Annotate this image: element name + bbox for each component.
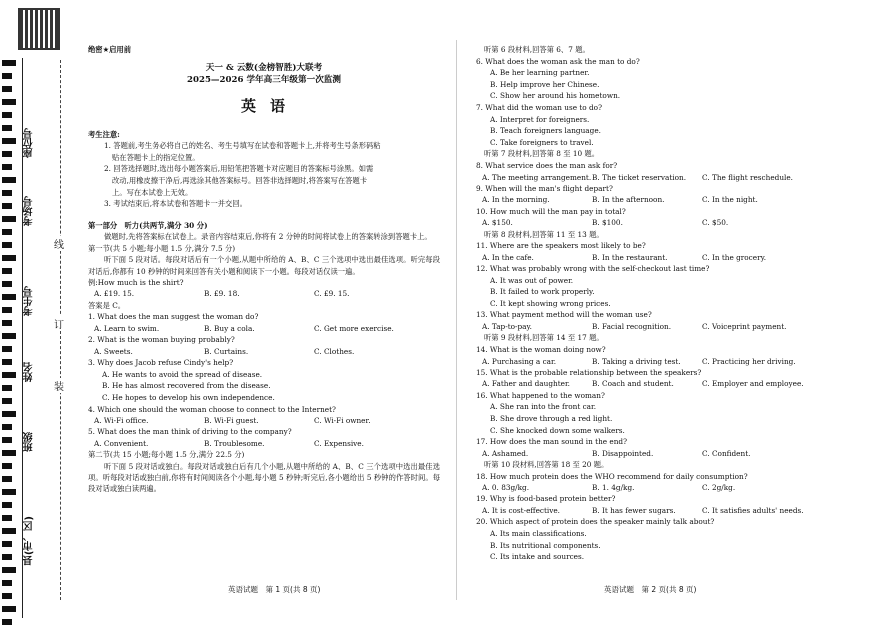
options-row xyxy=(88,415,440,426)
binding-stripe xyxy=(2,307,12,313)
example-options xyxy=(88,288,440,299)
binding-stripe xyxy=(2,73,12,79)
sec2-desc: 听下面 5 段对话或独白。每段对话或独白后有几个小题,从题中所给的 A、B、C 三个选项中选出最佳选项。听每段对话或独白前,你将有时间阅读各个小题,每小题 5 秒钟;听完后,各小题给出 5 秒钟的作答时间。每段对话或独白读两遍。 xyxy=(88,461,440,494)
part1-title: 第一部分 听力(共两节,满分 30 分) xyxy=(88,220,208,230)
question: 5. What does the man think of driving to the company? xyxy=(88,427,292,437)
option: B. 1. 4g/kg. xyxy=(592,483,635,493)
option: C. In the grocery. xyxy=(702,252,767,262)
option: B. In the restaurant. xyxy=(592,252,668,262)
option: A. Interpret for foreigners. xyxy=(490,114,590,124)
option: A. It was out of power. xyxy=(490,275,574,285)
label-student-no: 考生号 xyxy=(24,286,35,316)
binding-stripe xyxy=(2,450,16,456)
option: A. Its main classifications. xyxy=(490,528,587,538)
question: 3. Why does Jacob refuse Cindy's help? xyxy=(88,358,234,368)
binding-stripe xyxy=(2,502,12,508)
option: C. Voiceprint payment. xyxy=(702,322,787,332)
option: C. Employer and employee. xyxy=(702,379,804,389)
subject-title: 英语 xyxy=(240,97,299,116)
binding-stripe xyxy=(2,385,12,391)
label-room: 考场号 xyxy=(24,196,35,226)
option: B. £9. 18. xyxy=(204,289,240,299)
footer-page-2: 英语试题 第 2 页(共 8 页) xyxy=(604,585,697,594)
option: C. In the night. xyxy=(702,195,758,205)
option: C. $50. xyxy=(702,218,729,228)
options-row xyxy=(476,252,844,263)
question: 2. What is the woman buying probably? xyxy=(88,335,235,345)
option: B. Help improve her Chinese. xyxy=(490,79,600,89)
page-2 xyxy=(476,44,844,563)
question: 12. What was probably wrong with the self-checkout last time? xyxy=(476,264,710,274)
option: B. Its nutritional components. xyxy=(490,540,601,550)
binding-stripe xyxy=(2,372,16,378)
binding-stripe xyxy=(2,151,12,157)
question: 7. What did the woman use to do? xyxy=(476,102,602,112)
option: B. It has fewer sugars. xyxy=(592,506,676,516)
binding-stripe xyxy=(2,476,12,482)
binding-stripe xyxy=(2,216,16,222)
binding-stripe xyxy=(2,125,12,131)
binding-stripe xyxy=(2,164,12,170)
options-row xyxy=(476,448,844,459)
question: 15. What is the probable relationship between the speakers? xyxy=(476,367,702,377)
question: 20. Which aspect of protein does the speaker mainly talk about? xyxy=(476,517,715,527)
options-row xyxy=(476,505,844,516)
question: 17. How does the man sound in the end? xyxy=(476,437,628,447)
option: A. The meeting arrangement. xyxy=(482,172,592,182)
bind-char-zhuang: 装 xyxy=(54,378,64,393)
options-row xyxy=(88,346,440,357)
options-row xyxy=(476,482,844,493)
notice-line: 3. 考试结束后,将本试卷和答题卡一并交回。 xyxy=(104,199,247,209)
binding-stripe xyxy=(2,567,16,573)
binding-stripe xyxy=(2,593,12,599)
example-question: 例:How much is the shirt? xyxy=(88,277,184,287)
options-row xyxy=(476,194,844,205)
option: B. Wi-Fi guest. xyxy=(204,416,259,426)
option: A. Be her learning partner. xyxy=(490,68,590,78)
bind-char-ding: 订 xyxy=(54,316,64,331)
option: B. Disappointed. xyxy=(592,448,654,458)
binding-stripe xyxy=(2,86,12,92)
binding-stripe xyxy=(2,554,12,560)
option: C. Its intake and sources. xyxy=(490,552,585,562)
option: C. Clothes. xyxy=(314,346,355,356)
question: 4. Which one should the woman choose to connect to the Internet? xyxy=(88,404,336,414)
option: B. In the afternoon. xyxy=(592,195,665,205)
option: A. Convenient. xyxy=(94,438,149,448)
binding-stripe xyxy=(2,99,16,105)
option: B. Teach foreigners language. xyxy=(490,126,601,136)
listening-instruction: 听第 10 段材料,回答第 18 至 20 题。 xyxy=(484,460,609,469)
question: 16. What happened to the woman? xyxy=(476,390,605,400)
option: B. Troublesome. xyxy=(204,438,265,448)
option: A. Sweets. xyxy=(94,346,133,356)
option: C. Confident. xyxy=(702,448,751,458)
binding-stripe xyxy=(2,580,12,586)
option: C. Take foreigners to travel. xyxy=(490,137,594,147)
binding-stripe xyxy=(2,359,12,365)
option: A. It is cost-effective. xyxy=(482,506,560,516)
binding-stripe xyxy=(2,112,12,118)
option: C. Get more exercise. xyxy=(314,323,394,333)
option: B. It failed to work properly. xyxy=(490,287,595,297)
option: A. She ran into the front car. xyxy=(490,402,597,412)
binding-stripe xyxy=(2,515,12,521)
question: 9. When will the man's flight depart? xyxy=(476,183,613,193)
binding-stripe xyxy=(2,437,12,443)
question: 8. What service does the man ask for? xyxy=(476,160,618,170)
options-row xyxy=(88,323,440,334)
option: C. £9. 15. xyxy=(314,289,350,299)
option: A. In the cafe. xyxy=(482,252,534,262)
option: C. The flight reschedule. xyxy=(702,172,793,182)
options-row xyxy=(476,321,844,332)
notice-list xyxy=(88,140,440,210)
binding-stripe xyxy=(2,190,12,196)
binding-stripe xyxy=(2,242,12,248)
binding-stripe xyxy=(2,268,12,274)
question: 18. How much protein does the WHO recommend for daily consumption? xyxy=(476,471,748,481)
option: A. Tap-to-pay. xyxy=(482,322,532,332)
question: 1. What does the man suggest the woman do? xyxy=(88,312,259,322)
question: 6. What does the woman ask the man to do? xyxy=(476,56,640,66)
option: B. Buy a cola. xyxy=(204,323,255,333)
binding-stripe xyxy=(2,424,12,430)
option: C. Show her around his hometown. xyxy=(490,91,621,101)
label-name: 姓名 xyxy=(24,362,35,382)
listening-instruction: 听第 9 段材料,回答第 14 至 17 题。 xyxy=(484,333,604,343)
part1-desc: 做题时,先将答案标在试卷上。录音内容结束后,你将有 2 分钟的时间将试卷上的答案转涂到答题卡上。 xyxy=(104,232,432,242)
option: C. Practicing her driving. xyxy=(702,356,796,366)
binding-stripe xyxy=(2,463,12,469)
binding-stripe xyxy=(2,177,16,183)
option: A. He wants to avoid the spread of disease. xyxy=(102,369,263,379)
options-row xyxy=(476,356,844,367)
option: A. Ashamed. xyxy=(482,448,529,458)
option: C. Wi-Fi owner. xyxy=(314,416,371,426)
option: B. $100. xyxy=(592,218,623,228)
binding-stripe xyxy=(2,294,16,300)
binding-stripe xyxy=(2,398,12,404)
listening-instruction: 听第 8 段材料,回答第 11 至 13 题。 xyxy=(484,229,604,239)
label-county: 县(市、区) xyxy=(24,516,35,566)
example-answer: 答案是 C。 xyxy=(88,300,126,310)
option: C. It satisfies adults' needs. xyxy=(702,506,804,516)
option: B. The ticket reservation. xyxy=(592,172,687,182)
secret-mark: 绝密★启用前 xyxy=(88,45,132,54)
option: A. In the morning. xyxy=(482,195,550,205)
footer-page-1: 英语试题 第 1 页(共 8 页) xyxy=(228,585,321,594)
exam-subtitle: 2025—2026 学年高三年级第一次监测 xyxy=(187,75,341,86)
binding-stripe xyxy=(2,229,12,235)
binding-stripe xyxy=(2,528,16,534)
page-divider xyxy=(456,40,457,600)
question: 11. Where are the speakers most likely to be? xyxy=(476,241,646,251)
binding-stripe xyxy=(2,346,12,352)
options-row xyxy=(476,217,844,228)
option: B. Curtains. xyxy=(204,346,249,356)
option: A. 0. 83g/kg. xyxy=(482,483,530,493)
label-seat: 座位号 xyxy=(24,128,35,158)
qr-code xyxy=(18,8,60,50)
option: B. Taking a driving test. xyxy=(592,356,681,366)
notice-line: 上。写在本试卷上无效。 xyxy=(112,187,193,197)
binding-stripe xyxy=(2,489,16,495)
binding-stripe xyxy=(2,619,12,625)
binding-stripe xyxy=(2,333,16,339)
binding-stripe xyxy=(2,203,12,209)
binding-stripe xyxy=(2,541,12,547)
option: A. £19. 15. xyxy=(94,289,135,299)
option: B. Facial recognition. xyxy=(592,322,672,332)
page-1 xyxy=(88,44,440,495)
binding-strip xyxy=(0,0,72,630)
option: C. It kept showing wrong prices. xyxy=(490,298,611,308)
option: C. She knocked down some walkers. xyxy=(490,425,625,435)
option: B. She drove through a red light. xyxy=(490,413,613,423)
options-row xyxy=(476,172,844,183)
sec2-title: 第二节(共 15 小题;每小题 1.5 分,满分 22.5 分) xyxy=(88,450,245,460)
question: 14. What is the woman doing now? xyxy=(476,344,606,354)
question: 19. Why is food-based protein better? xyxy=(476,494,616,504)
question: 10. How much will the man pay in total? xyxy=(476,206,626,216)
binding-stripe xyxy=(2,320,12,326)
notice-title: 考生注意: xyxy=(88,129,120,139)
sec1-title: 第一节(共 5 小题;每小题 1.5 分,满分 7.5 分) xyxy=(88,243,236,253)
options-row xyxy=(88,438,440,449)
exam-title: 天一 & 云数(金榜智胜)大联考 xyxy=(205,62,323,73)
option: C. 2g/kg. xyxy=(702,483,736,493)
notice-line: 2. 回答选择题时,选出每小题答案后,用铅笔把答题卡对应题目的答案标号涂黑。如需 xyxy=(104,164,374,174)
option: C. Expensive. xyxy=(314,438,364,448)
option: A. Wi-Fi office. xyxy=(94,416,149,426)
notice-line: 1. 答题前,考生务必将自己的姓名、考生号填写在试卷和答题卡上,并将考生号条形码粘 xyxy=(104,141,381,151)
option: B. He has almost recovered from the disease. xyxy=(102,381,271,391)
option: A. Father and daughter. xyxy=(482,379,570,389)
notice-line: 贴在答题卡上的指定位置。 xyxy=(112,152,200,162)
question: 13. What payment method will the woman use? xyxy=(476,310,652,320)
option: C. He hopes to develop his own independence. xyxy=(102,392,275,402)
option: A. Purchasing a car. xyxy=(482,356,557,366)
notice-line: 改动,用橡皮擦干净后,再选涂其他答案标号。回答非选择题时,将答案写在答题卡 xyxy=(112,176,368,185)
bind-char-xian: 线 xyxy=(54,236,64,251)
section1-questions xyxy=(88,311,440,449)
listening-instruction: 听第 7 段材料,回答第 8 至 10 题。 xyxy=(484,149,600,159)
option: A. $150. xyxy=(482,218,513,228)
listening-instruction: 听第 6 段材料,回答第 6、7 题。 xyxy=(484,45,590,54)
option: A. Learn to swim. xyxy=(94,323,160,333)
label-class: 班级 xyxy=(24,432,35,452)
binding-stripe xyxy=(2,60,16,66)
binding-stripe xyxy=(2,606,16,612)
binding-stripe xyxy=(2,255,16,261)
binding-stripe xyxy=(2,138,16,144)
option: B. Coach and student. xyxy=(592,379,674,389)
sec1-desc: 听下面 5 段对话。每段对话后有一个小题,从题中所给的 A、B、C 三个选项中选出最佳选项。听完每段对话后,你都有 10 秒钟的时间来回答有关小题和阅读下一小题。每段对话仅读一遍。 xyxy=(88,255,440,276)
binding-stripe xyxy=(2,411,16,417)
options-row xyxy=(476,378,844,389)
binding-stripe xyxy=(2,281,12,287)
